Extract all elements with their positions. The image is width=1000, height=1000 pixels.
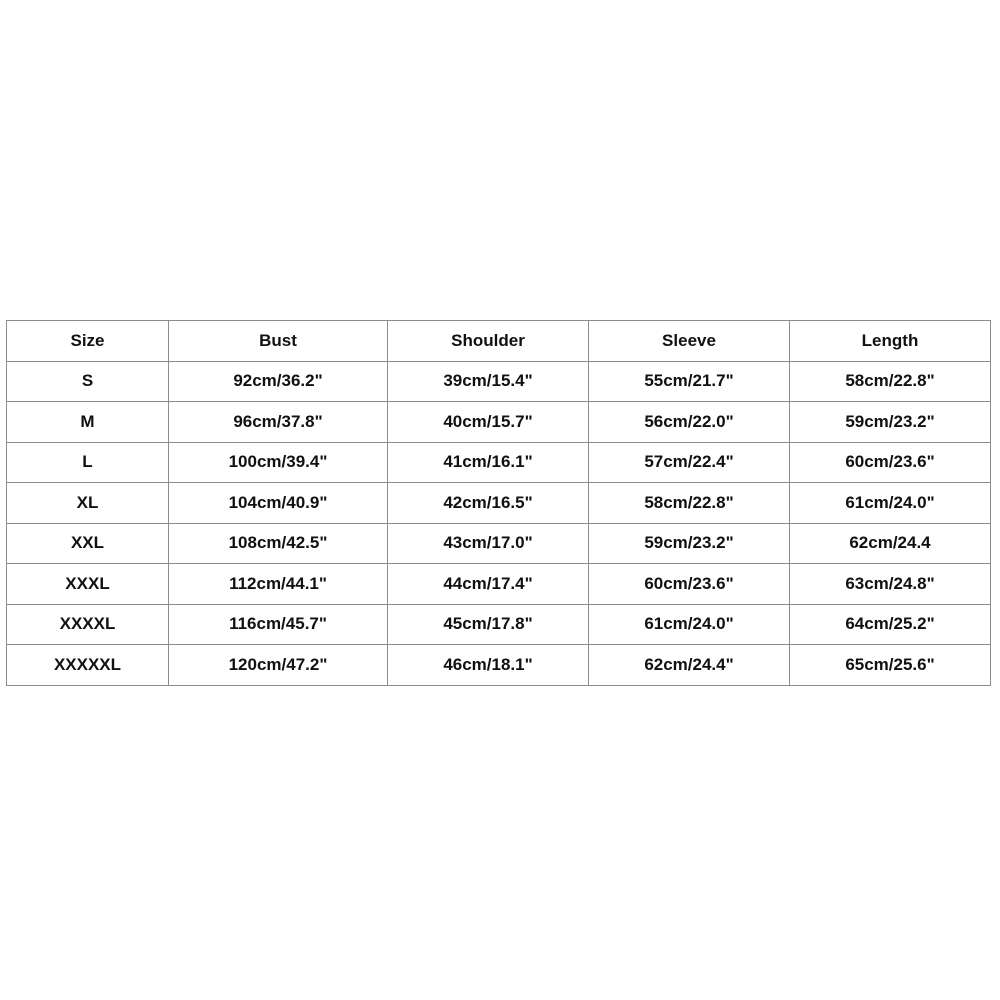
- cell-length: 64cm/25.2": [790, 604, 991, 645]
- cell-shoulder: 39cm/15.4": [388, 361, 589, 402]
- header-bust: Bust: [169, 321, 388, 362]
- table-row: [7, 402, 991, 443]
- header-length: Length: [790, 321, 991, 362]
- cell-size: S: [7, 361, 169, 402]
- header-shoulder: Shoulder: [388, 321, 589, 362]
- cell-bust: 112cm/44.1": [169, 564, 388, 605]
- table-row: [7, 442, 991, 483]
- cell-length: 65cm/25.6": [790, 645, 991, 686]
- cell-length: 63cm/24.8": [790, 564, 991, 605]
- table-row: [7, 361, 991, 402]
- cell-shoulder: 45cm/17.8": [388, 604, 589, 645]
- cell-length: 59cm/23.2": [790, 402, 991, 443]
- cell-shoulder: 42cm/16.5": [388, 483, 589, 524]
- cell-sleeve: 59cm/23.2": [589, 523, 790, 564]
- cell-size: XXXXL: [7, 604, 169, 645]
- cell-bust: 92cm/36.2": [169, 361, 388, 402]
- cell-bust: 116cm/45.7": [169, 604, 388, 645]
- cell-shoulder: 46cm/18.1": [388, 645, 589, 686]
- cell-bust: 108cm/42.5": [169, 523, 388, 564]
- cell-bust: 96cm/37.8": [169, 402, 388, 443]
- cell-sleeve: 61cm/24.0": [589, 604, 790, 645]
- cell-size: XXXL: [7, 564, 169, 605]
- header-sleeve: Sleeve: [589, 321, 790, 362]
- table-row: [7, 483, 991, 524]
- cell-size: XL: [7, 483, 169, 524]
- cell-size: M: [7, 402, 169, 443]
- cell-bust: 120cm/47.2": [169, 645, 388, 686]
- table-row: [7, 604, 991, 645]
- cell-size: XXXXXL: [7, 645, 169, 686]
- cell-bust: 104cm/40.9": [169, 483, 388, 524]
- table-row: [7, 645, 991, 686]
- size-chart-table: [6, 320, 991, 686]
- cell-sleeve: 55cm/21.7": [589, 361, 790, 402]
- table-row: [7, 564, 991, 605]
- cell-length: 60cm/23.6": [790, 442, 991, 483]
- cell-size: L: [7, 442, 169, 483]
- table-row: [7, 523, 991, 564]
- cell-sleeve: 60cm/23.6": [589, 564, 790, 605]
- cell-shoulder: 40cm/15.7": [388, 402, 589, 443]
- cell-bust: 100cm/39.4": [169, 442, 388, 483]
- cell-length: 58cm/22.8": [790, 361, 991, 402]
- header-size: Size: [7, 321, 169, 362]
- cell-shoulder: 44cm/17.4": [388, 564, 589, 605]
- cell-sleeve: 56cm/22.0": [589, 402, 790, 443]
- cell-length: 62cm/24.4: [790, 523, 991, 564]
- cell-sleeve: 58cm/22.8": [589, 483, 790, 524]
- cell-length: 61cm/24.0": [790, 483, 991, 524]
- cell-sleeve: 57cm/22.4": [589, 442, 790, 483]
- cell-shoulder: 41cm/16.1": [388, 442, 589, 483]
- cell-size: XXL: [7, 523, 169, 564]
- cell-shoulder: 43cm/17.0": [388, 523, 589, 564]
- cell-sleeve: 62cm/24.4": [589, 645, 790, 686]
- header-row: [7, 321, 991, 362]
